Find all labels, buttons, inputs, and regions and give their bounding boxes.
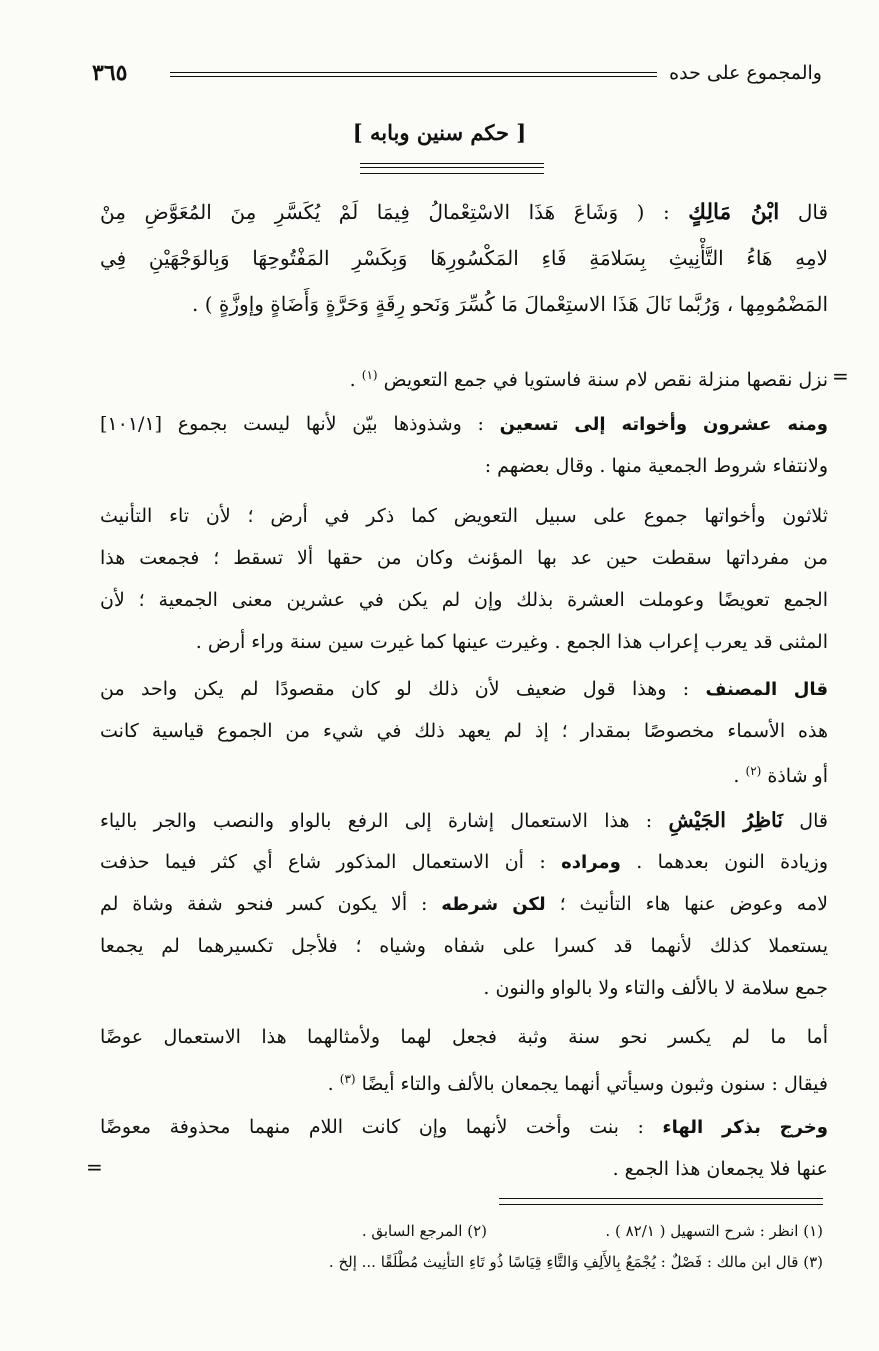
text-line: ولانتفاء شروط الجمعية منها . وقال بعضهم : xyxy=(484,455,828,477)
text-line xyxy=(100,192,828,232)
full-stop: . xyxy=(349,369,356,391)
text-line xyxy=(100,842,828,882)
text-line xyxy=(100,751,828,791)
bold-lead: وخرج بذكر الهاء xyxy=(662,1117,828,1138)
author-name: نَاظِرُ الجَيْشِ xyxy=(668,808,783,832)
footnote-separator xyxy=(499,1198,823,1205)
commentary-line: نزل نقصها منزلة نقص لام سنة فاستويا في جمع التعويض xyxy=(383,369,828,391)
text-line: يستعملا كذلك لأنهما قد كسرا على شفاه وشياه ؛ فلأجل تكسيرهما لم يجمعا xyxy=(100,935,828,957)
bold-lead: ومراده xyxy=(561,852,621,873)
commentary-line: أو شاذة xyxy=(767,765,828,787)
commentary-line: : هذا الاستعمال إشارة إلى الرفع بالواو والنصب والجر بالياء xyxy=(100,810,653,832)
footnote-ref: (٣) xyxy=(339,1072,356,1086)
text-line xyxy=(100,884,828,924)
footnote-2: (٢) المرجع السابق . xyxy=(361,1222,487,1240)
running-title: والمجموع على حده xyxy=(669,62,822,84)
bold-lead: لكن شرطه xyxy=(441,894,546,915)
commentary-line: فيقال : سنون وثبون وسيأتي أنهما يجمعان بالألف والتاء أيضًا xyxy=(361,1073,828,1095)
footnote-ref: (١) xyxy=(361,368,378,382)
commentary-line: : وشذوذها بيّن لأنها ليست بجموع [١٠١/١] xyxy=(100,413,484,435)
text-line: هذه الأسماء مخصوصًا بمقدار ؛ إذ لم يعهد ذلك في شيء من الجموع قياسية كانت xyxy=(100,720,828,742)
text-line: من مفرداتها سقطت حين عد بها المؤنث وكان من حقها ألا تسقط ؛ فجمعت هذا xyxy=(100,547,828,569)
text-line: أما ما لم يكسر نحو سنة وثبة فجعل لهما ولأمثالهما هذا الاستعمال عوضًا xyxy=(100,1026,828,1048)
title-ornament-rule xyxy=(360,163,544,174)
bold-lead: ومنه عشرون وأخواته إلى تسعين xyxy=(499,414,828,435)
text-line xyxy=(100,1107,828,1147)
author-name: ابْنُ مَالِكٍ xyxy=(688,200,780,225)
commentary-line: : أن الاستعمال المذكور شاع أي كثر فيما حذفت xyxy=(100,851,546,873)
text-line: لامِهِ هَاءُ التَّأْنِيثِ بِسَلامَةِ فَاءِ المَكْسُورِهَا وَبِكَسْرِ المَفْتُوحِهَا وَبِالوَجْهَيْنِ فِي xyxy=(100,246,828,270)
text-line xyxy=(100,355,828,395)
continuation-mark: = xyxy=(832,364,849,388)
text-line: المَضْمُومِها ، وَرُبَّما نَالَ هَذَا الاستِعْمالَ مَا كُسِّرَ وَنَحو رِقَةٍ وَحَرَّةٍ وَأَضَاةٍ وإوزَّةٍ ) . xyxy=(192,292,828,316)
full-stop: . xyxy=(733,765,740,787)
text-line xyxy=(100,800,828,840)
bold-lead: قال المصنف xyxy=(705,679,828,700)
section-title: [ حكم سنين وبابه ] xyxy=(352,120,527,145)
commentary-line: لامه وعوض عنها هاء التأنيث ؛ xyxy=(559,893,828,915)
commentary-line: : وهذا قول ضعيف لأن ذلك لو كان مقصودًا لم يكن واحد من xyxy=(100,678,690,700)
full-stop: . xyxy=(327,1073,334,1095)
text-line: عنها فلا يجمعان هذا الجمع . xyxy=(612,1158,828,1180)
footnote-1: (١) انظر : شرح التسهيل ( ٨٢/١ ) . xyxy=(605,1222,823,1240)
footnote-ref: (٢) xyxy=(745,764,762,778)
text-line xyxy=(100,1059,828,1099)
commentary-intro: قال xyxy=(799,810,828,832)
text-line xyxy=(100,404,828,444)
matn-intro: قال xyxy=(797,200,828,224)
commentary-line: : بنت وأخت لأنهما وإن كانت اللام منهما محذوفة معوضًا xyxy=(100,1116,644,1138)
text-line xyxy=(100,669,828,709)
text-line: المثنى قد يعرب إعراب هذا الجمع . وغيرت عينها كما غيرت سين سنة وراء أرض . xyxy=(195,631,828,653)
footnote-3: (٣) قال ابن مالك : فَصْلٌ : يُجْمَعُ بِالأَلِفِ وَالتَّاءِ قِيَاسًا ذُو تَاءِ التأنِيث مُطْلَقًا ... إلخ . xyxy=(328,1253,823,1271)
commentary-line: : ألا يكون كسر فنحو شفة وشاة لم xyxy=(100,893,428,915)
text-line: الجمع تعويضًا وعوملت العشرة بذلك وإن لم يكن في عشرين معنى الجمعية ؛ لأن xyxy=(100,589,828,611)
continuation-mark: = xyxy=(86,1155,103,1179)
commentary-line: وزيادة النون بعدهما . xyxy=(636,851,828,873)
text-line: ثلاثون وأخواتها جموع على سبيل التعويض كما ذكر في أرض ؛ لأن تاء التأنيث xyxy=(100,505,828,527)
header-rule xyxy=(170,72,657,77)
page-number: ٣٦٥ xyxy=(92,60,128,86)
running-header xyxy=(92,62,822,92)
text-line: جمع سلامة لا بالألف والتاء ولا بالواو والنون . xyxy=(483,977,828,999)
matn-line: : ( وَشَاعَ هَذَا الاسْتِعْمالُ فِيمَا لَمْ يُكَسَّرِ مِنَ المُعَوَّضِ مِنْ xyxy=(100,200,670,224)
